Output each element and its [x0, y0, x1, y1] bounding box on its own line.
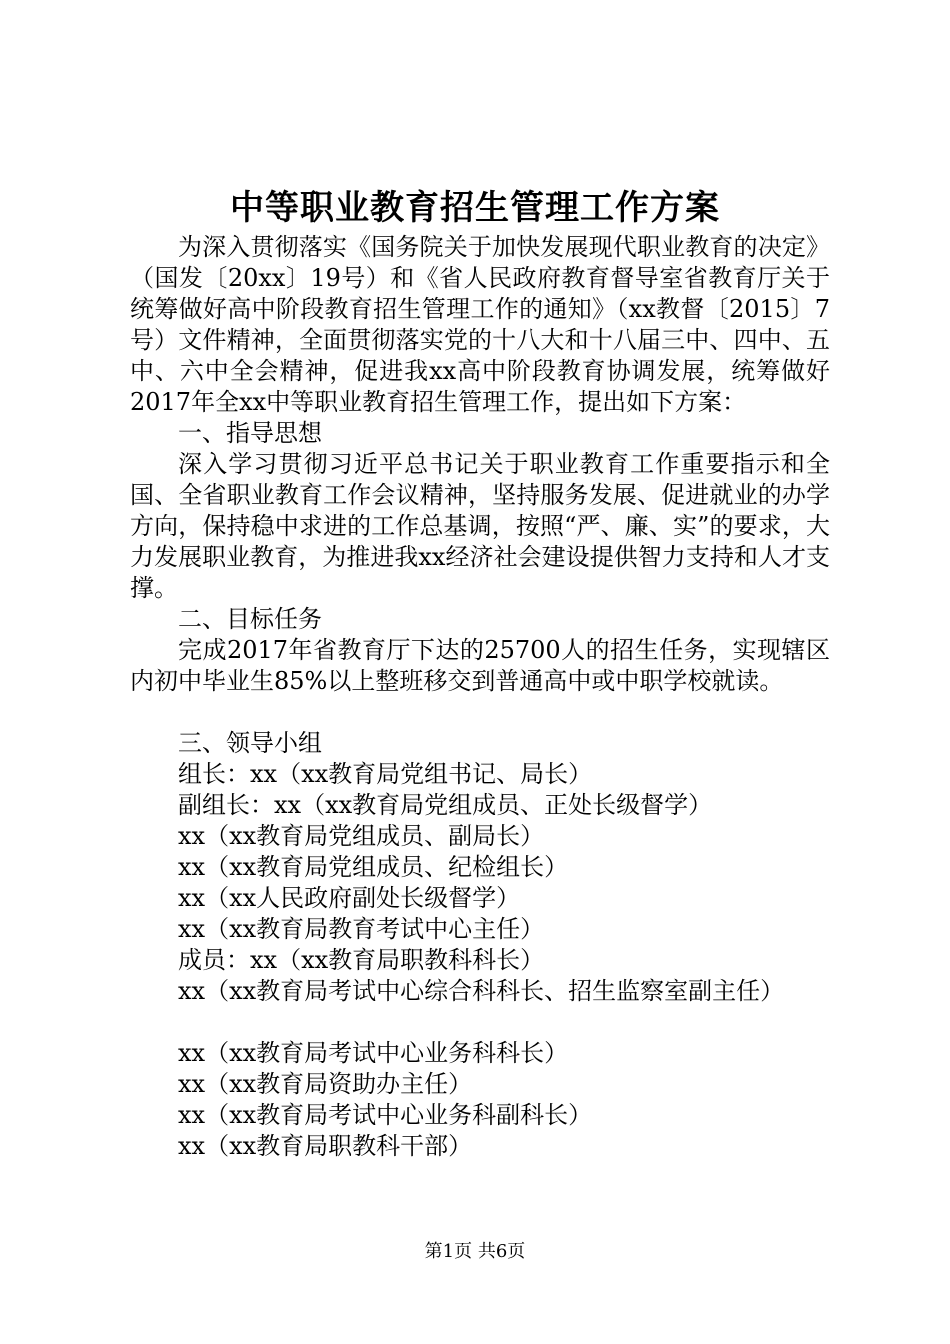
intro-paragraph: 为深入贯彻落实《国务院关于加快发展现代职业教育的决定》（国发〔20xx〕19号）和《省人民政府教育督导室省教育厅关于统筹做好高中阶段教育招生管理工作的通知》（xx教督〔2015〕7号）文件精神，全面贯彻落实党的十八大和十八届三中、四中、五中、六中全会精神，促进我xx高中阶段教育协调发展，统筹做好2017年全xx中等职业教育招生管理工作，提出如下方案： — [130, 233, 830, 416]
section-heading-target-tasks: 二、目标任务 — [178, 605, 322, 633]
member-line: xx（xx教育局考试中心综合科科长、招生监察室副主任） — [178, 977, 785, 1005]
member-line: xx（xx教育局党组成员、纪检组长） — [178, 853, 569, 881]
section-heading-leading-group: 三、领导小组 — [178, 729, 322, 757]
member-line: xx（xx教育局资助办主任） — [178, 1070, 473, 1098]
member-line: 副组长：xx（xx教育局党组成员、正处长级督学） — [178, 791, 713, 819]
document-title: 中等职业教育招生管理工作方案 — [230, 188, 720, 228]
page-number: 第1页 共6页 — [424, 1241, 526, 1262]
member-line: xx（xx教育局考试中心业务科科长） — [178, 1039, 569, 1067]
section-text-guiding-ideology: 深入学习贯彻习近平总书记关于职业教育工作重要指示和全国、全省职业教育工作会议精神，坚持服务发展、促进就业的办学方向，保持稳中求进的工作总基调，按照“严、廉、实”的要求，大力发展职业教育，为推进我xx经济社会建设提供智力支持和人才支撑。 — [130, 450, 830, 602]
member-line: xx（xx教育局教育考试中心主任） — [178, 915, 545, 943]
member-line: xx（xx教育局职教科干部） — [178, 1132, 473, 1160]
member-line: 成员：xx（xx教育局职教科科长） — [178, 946, 545, 974]
spacer — [130, 697, 830, 728]
member-list-secondary — [130, 1038, 830, 1162]
member-line: xx（xx教育局党组成员、副局长） — [178, 822, 545, 850]
member-line: xx（xx人民政府副处长级督学） — [178, 884, 521, 912]
member-line: 组长：xx（xx教育局党组书记、局长） — [178, 760, 593, 788]
section-heading-guiding-ideology: 一、指导思想 — [178, 419, 322, 447]
spacer — [130, 1007, 830, 1038]
document-body — [130, 232, 830, 1162]
member-line: xx（xx教育局考试中心业务科副科长） — [178, 1101, 593, 1129]
member-list-primary — [130, 759, 830, 1007]
section-text-target-tasks: 完成2017年省教育厅下达的25700人的招生任务，实现辖区内初中毕业生85%以上整班移交到普通高中或中职学校就读。 — [130, 636, 830, 695]
